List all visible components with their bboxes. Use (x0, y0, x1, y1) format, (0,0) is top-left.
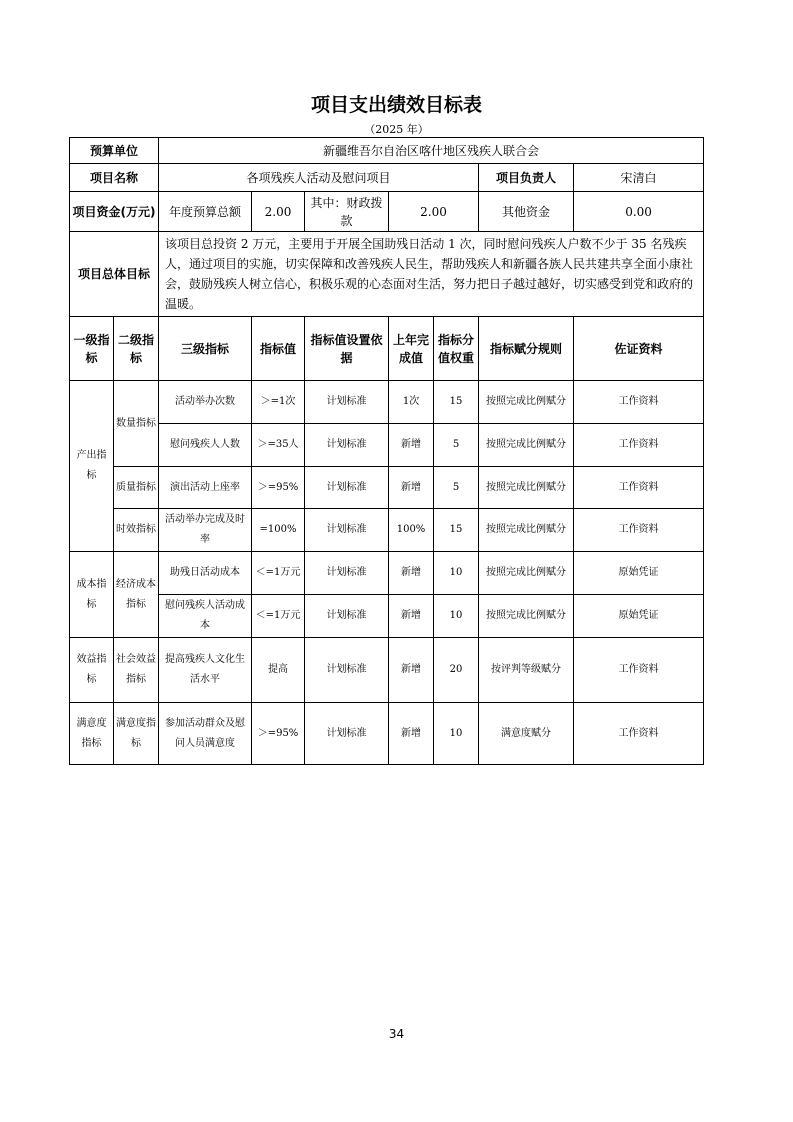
col-level2: 二级指标 (114, 317, 159, 381)
project-name-value: 各项残疾人活动及慰问项目 (159, 164, 479, 192)
indicator-name: 参加活动群众及慰问人员满意度 (159, 703, 252, 765)
page-number: 34 (388, 1027, 405, 1041)
indicator-weight: 5 (434, 424, 479, 467)
indicator-last-year: 新增 (389, 467, 434, 509)
group-economic-cost: 经济成本指标 (114, 552, 159, 638)
col-basis: 指标值设置依据 (305, 317, 389, 381)
fiscal-label: 其中：财政拨款 (305, 192, 389, 232)
fiscal-value: 2.00 (389, 192, 479, 232)
col-level1: 一级指标 (70, 317, 114, 381)
annual-total-value: 2.00 (252, 192, 305, 232)
indicator-name: 慰问残疾人活动成本 (159, 595, 252, 638)
indicator-value: ＞=35人 (252, 424, 305, 467)
annual-total-label: 年度预算总额 (159, 192, 252, 232)
indicator-last-year: 新增 (389, 424, 434, 467)
group-timeliness: 时效指标 (114, 509, 159, 552)
col-rule: 指标赋分规则 (479, 317, 574, 381)
indicator-rule: 按照完成比例赋分 (479, 552, 574, 595)
indicator-rule: 按照完成比例赋分 (479, 424, 574, 467)
indicator-evidence: 工作资料 (574, 381, 704, 424)
table-row (70, 424, 704, 467)
col-weight: 指标分值权重 (434, 317, 479, 381)
group-satisfaction-sub: 满意度指标 (114, 703, 159, 765)
indicator-last-year: 新增 (389, 703, 434, 765)
other-funds-value: 0.00 (574, 192, 704, 232)
indicator-weight: 15 (434, 381, 479, 424)
budget-unit-label: 预算单位 (70, 138, 159, 164)
overall-goal-text: 该项目总投资 2 万元，主要用于开展全国助残日活动 1 次，同时慰问残疾人户数不少于 35 名残疾人，通过项目的实施，切实保障和改善残疾人民生，帮助残疾人和新疆各族人民共建共享全面小康社会，鼓励残疾人树立信心，积极乐观的心态面对生活，努力把日子越过越好，切实感受到党和政府的温暖。 (159, 232, 704, 317)
indicator-basis: 计划标准 (305, 424, 389, 467)
indicator-rule: 满意度赋分 (479, 703, 574, 765)
responsible-value: 宋清白 (574, 164, 704, 192)
indicator-basis: 计划标准 (305, 703, 389, 765)
other-funds-label: 其他资金 (479, 192, 574, 232)
indicator-evidence: 工作资料 (574, 703, 704, 765)
col-level3: 三级指标 (159, 317, 252, 381)
indicator-value: ＜=1万元 (252, 552, 305, 595)
indicator-rule: 按评判等级赋分 (479, 638, 574, 703)
indicator-value: =100% (252, 509, 305, 552)
group-satisfaction: 满意度指标 (70, 703, 114, 765)
indicator-evidence: 工作资料 (574, 638, 704, 703)
table-row (70, 638, 704, 703)
group-quality: 质量指标 (114, 467, 159, 509)
indicator-name: 活动举办次数 (159, 381, 252, 424)
indicator-name: 演出活动上座率 (159, 467, 252, 509)
indicator-value: ＜=1万元 (252, 595, 305, 638)
group-quantity: 数量指标 (114, 381, 159, 467)
indicator-basis: 计划标准 (305, 509, 389, 552)
project-name-label: 项目名称 (70, 164, 159, 192)
indicator-weight: 15 (434, 509, 479, 552)
indicator-rule: 按照完成比例赋分 (479, 509, 574, 552)
indicator-value: ＞=95% (252, 703, 305, 765)
indicator-name: 活动举办完成及时率 (159, 509, 252, 552)
col-evidence: 佐证资料 (574, 317, 704, 381)
indicator-evidence: 原始凭证 (574, 595, 704, 638)
overall-goal-label: 项目总体目标 (70, 232, 159, 317)
budget-unit-value: 新疆维吾尔自治区喀什地区残疾人联合会 (159, 138, 704, 164)
indicator-weight: 10 (434, 595, 479, 638)
indicator-basis: 计划标准 (305, 552, 389, 595)
indicator-weight: 5 (434, 467, 479, 509)
indicator-weight: 20 (434, 638, 479, 703)
indicator-last-year: 新增 (389, 638, 434, 703)
table-row (70, 595, 704, 638)
table-row (70, 703, 704, 765)
funds-label: 项目资金(万元) (70, 192, 159, 232)
indicator-basis: 计划标准 (305, 595, 389, 638)
indicator-basis: 计划标准 (305, 381, 389, 424)
indicator-value: ＞=95% (252, 467, 305, 509)
indicator-last-year: 新增 (389, 552, 434, 595)
indicator-evidence: 原始凭证 (574, 552, 704, 595)
indicator-evidence: 工作资料 (574, 467, 704, 509)
indicator-weight: 10 (434, 552, 479, 595)
indicator-name: 提高残疾人文化生活水平 (159, 638, 252, 703)
page-title: 项目支出绩效目标表 (310, 94, 482, 116)
indicator-weight: 10 (434, 703, 479, 765)
col-value: 指标值 (252, 317, 305, 381)
group-output: 产出指标 (70, 381, 114, 552)
table-row (70, 509, 704, 552)
indicator-evidence: 工作资料 (574, 424, 704, 467)
indicator-name: 慰问残疾人人数 (159, 424, 252, 467)
col-last-year: 上年完成值 (389, 317, 434, 381)
responsible-label: 项目负责人 (479, 164, 574, 192)
group-cost: 成本指标 (70, 552, 114, 638)
indicator-last-year: 100% (389, 509, 434, 552)
year-label: （2025 年） (364, 123, 429, 136)
group-social-benefit: 社会效益指标 (114, 638, 159, 703)
indicator-rule: 按照完成比例赋分 (479, 467, 574, 509)
indicator-rule: 按照完成比例赋分 (479, 595, 574, 638)
table-row (70, 467, 704, 509)
indicator-evidence: 工作资料 (574, 509, 704, 552)
performance-target-table (69, 137, 704, 765)
table-row (70, 381, 704, 424)
indicator-basis: 计划标准 (305, 467, 389, 509)
indicator-name: 助残日活动成本 (159, 552, 252, 595)
indicator-last-year: 1次 (389, 381, 434, 424)
group-benefit: 效益指标 (70, 638, 114, 703)
indicator-value: ＞=1次 (252, 381, 305, 424)
table-row (70, 552, 704, 595)
indicator-value: 提高 (252, 638, 305, 703)
indicator-rule: 按照完成比例赋分 (479, 381, 574, 424)
indicator-basis: 计划标准 (305, 638, 389, 703)
indicator-last-year: 新增 (389, 595, 434, 638)
